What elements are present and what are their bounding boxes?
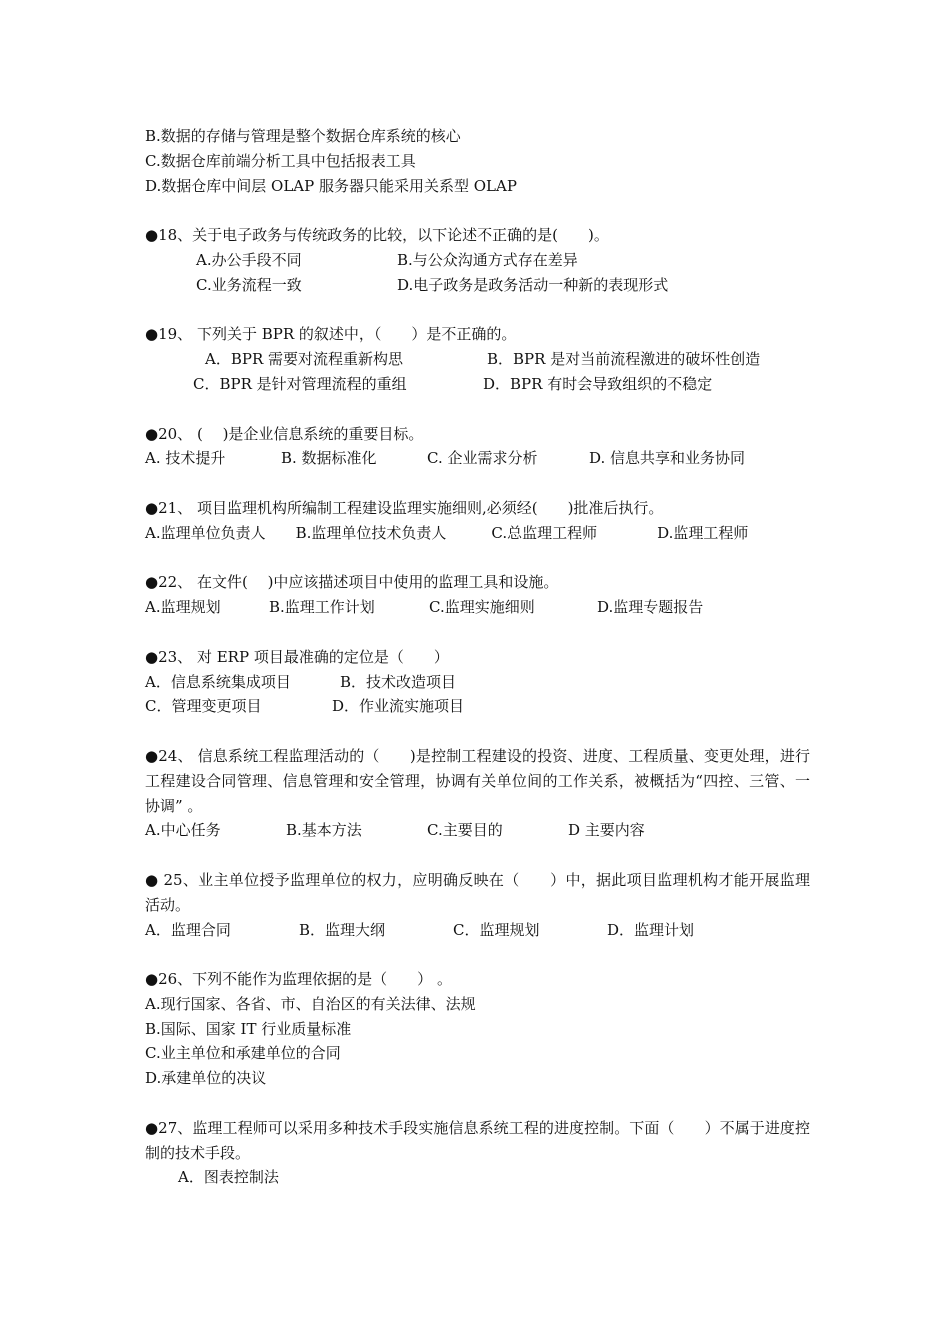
option-c: C.数据仓库前端分析工具中包括报表工具 [145, 151, 416, 170]
option-a: A．图表控制法 [178, 1168, 279, 1187]
option-c: C.主要目的 [427, 821, 503, 840]
question-25 [145, 868, 810, 942]
option-row [145, 446, 810, 471]
option-b: B.监理工作计划 [269, 598, 375, 617]
option-b: B.与公众沟通方式存在差异 [397, 250, 578, 269]
option-d: D．作业流实施项目 [332, 697, 465, 716]
option-row [145, 372, 810, 397]
option-c: C.业务流程一致 [196, 275, 302, 294]
option-row [145, 818, 810, 843]
option-a: A．BPR 需要对流程重新构思 [205, 350, 404, 369]
option-b: B．BPR 是对当前流程激进的破坏性创造 [487, 350, 761, 369]
block0-options [145, 124, 810, 198]
question-stem: ●24、 信息系统工程监理活动的（ )是控制工程建设的投资、进度、工程质量、变更处理，进行工程建设合同管理、信息管理和安全管理，协调有关单位间的工作关系，被概括为“四控、三管、一协调” 。 [145, 746, 810, 815]
option-b: B．技术改造项目 [340, 672, 457, 691]
question-23 [145, 645, 810, 719]
option-d: D．监理计划 [607, 920, 695, 939]
option-row [145, 347, 810, 372]
question-stem: ●26、下列不能作为监理依据的是（ ） 。 [145, 970, 452, 989]
option-b: B.基本方法 [286, 821, 362, 840]
option-d: D.监理专题报告 [597, 598, 704, 617]
question-22 [145, 570, 810, 620]
option-b: B. 数据标准化 [281, 449, 377, 468]
option-d: D.承建单位的决议 [145, 1069, 267, 1088]
option-a: A.中心任务 [145, 821, 221, 840]
option-c: C.监理实施细则 [429, 598, 535, 617]
question-stem: ●20、 ( )是企业信息系统的重要目标。 [145, 424, 424, 443]
option-row [145, 670, 810, 695]
option-d: D 主要内容 [568, 821, 645, 840]
question-stem: ●22、 在文件( )中应该描述项目中使用的监理工具和设施。 [145, 573, 559, 592]
question-24 [145, 744, 810, 843]
option-c: C．BPR 是针对管理流程的重组 [193, 374, 407, 393]
question-18 [145, 223, 810, 297]
option-d: D．BPR 有时会导致组织的不稳定 [483, 374, 713, 393]
question-stem: ●18、关于电子政务与传统政务的比较，以下论述不正确的是( )。 [145, 226, 609, 245]
option-row [145, 694, 810, 719]
question-27 [145, 1116, 810, 1190]
option-a: A.办公手段不同 [196, 250, 302, 269]
option-row [145, 273, 810, 298]
option-d: D.电子政务是政务活动一种新的表现形式 [397, 275, 669, 294]
option-d: D. 信息共享和业务协同 [589, 449, 746, 468]
option-c: C. 企业需求分析 [427, 449, 538, 468]
option-a: A. 技术提升 [145, 449, 226, 468]
option-b: B.数据的存储与管理是整个数据仓库系统的核心 [145, 127, 461, 145]
option-row [145, 595, 810, 620]
option-c: C．监理规划 [453, 920, 540, 939]
document-page [145, 124, 810, 1190]
option-b: B．监理大纲 [299, 920, 386, 939]
question-stem: ●23、 对 ERP 项目最准确的定位是（ ） [145, 647, 449, 666]
option-a: A．监理合同 [145, 920, 231, 939]
option-a: A．信息系统集成项目 [145, 672, 291, 691]
option-row [145, 918, 810, 943]
option-a: A.监理规划 [145, 598, 221, 617]
question-20 [145, 422, 810, 472]
question-19 [145, 322, 810, 396]
question-options: A.监理单位负责人 B.监理单位技术负责人 C.总监理工程师 D.监理工程师 [145, 523, 749, 542]
option-d: D.数据仓库中间层 OLAP 服务器只能采用关系型 OLAP [145, 176, 517, 195]
option-c: C.业主单位和承建单位的合同 [145, 1044, 341, 1063]
question-26 [145, 967, 810, 1091]
option-b: B.国际、国家 IT 行业质量标准 [145, 1019, 352, 1038]
question-stem: ●19、 下列关于 BPR 的叙述中，（ ）是不正确的。 [145, 325, 517, 344]
question-stem: ●27、监理工程师可以采用多种技术手段实施信息系统工程的进度控制。下面（ ）不属于进度控制的技术手段。 [145, 1118, 810, 1162]
option-c: C．管理变更项目 [145, 697, 262, 716]
option-a: A.现行国家、各省、市、自治区的有关法律、法规 [145, 994, 476, 1013]
question-stem: ●21、 项目监理机构所编制工程建设监理实施细则,必须经( )批准后执行。 [145, 498, 664, 517]
option-row [145, 248, 810, 273]
question-stem: ● 25、业主单位授予监理单位的权力，应明确反映在（ ）中，据此项目监理机构才能开展监理活动。 [145, 870, 810, 914]
question-21 [145, 496, 810, 546]
